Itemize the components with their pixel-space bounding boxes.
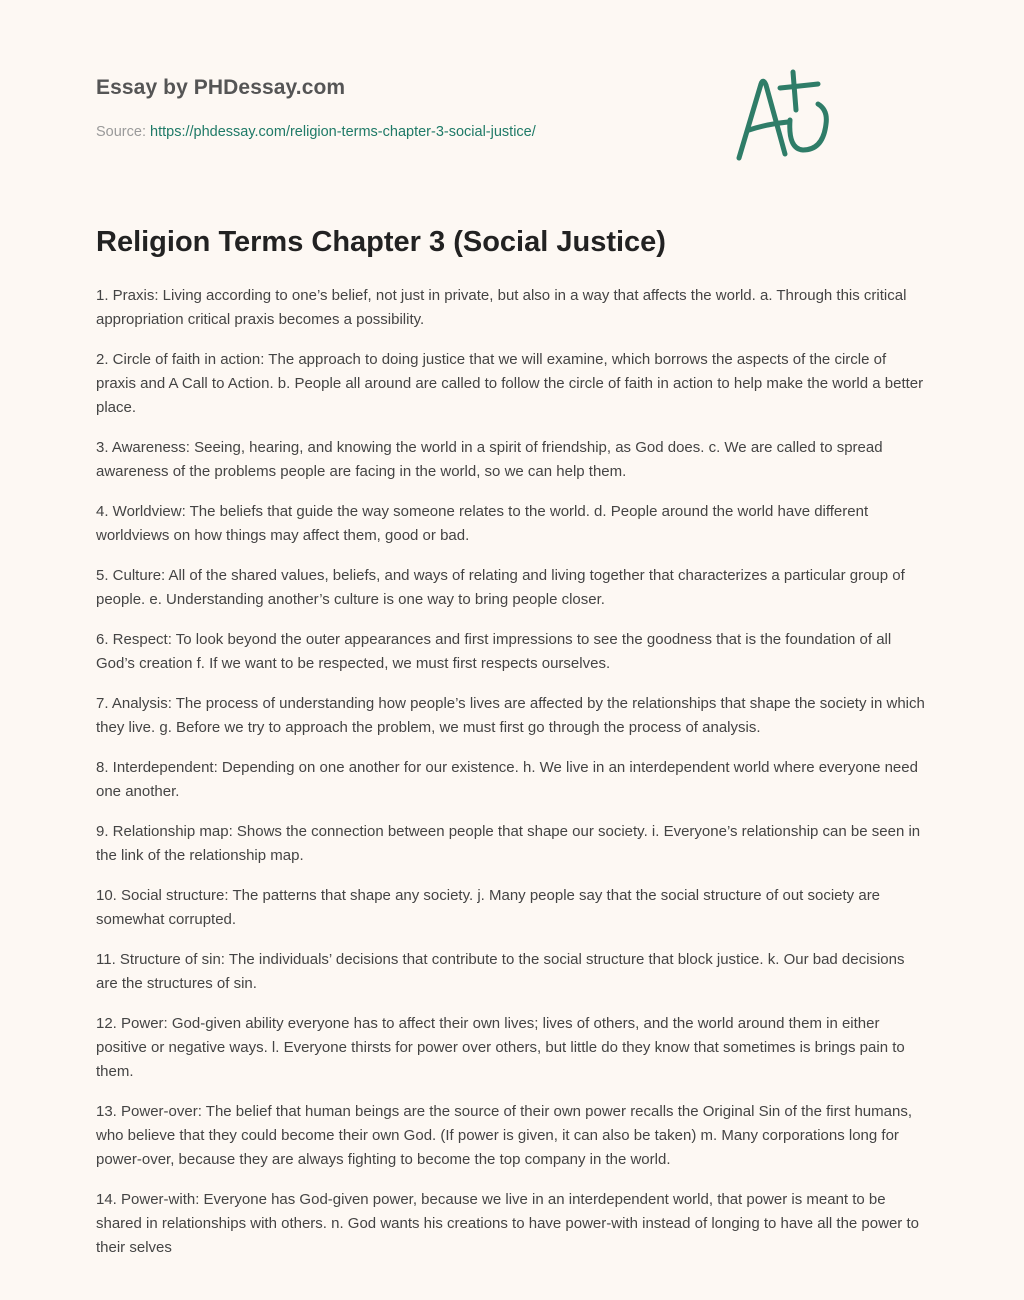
essay-paragraph: 11. Structure of sin: The individuals’ decisions that contribute to the social structure that block justice. k. Our bad decisions are the structures of sin. — [96, 951, 905, 992]
essay-paragraph: 2. Circle of faith in action: The approach to doing justice that we will examine, which borrows the aspects of the circle of praxis and A Call to Action. b. People all around are called to follow the circle of faith in action to help make the world a better place. — [96, 351, 924, 416]
essay-paragraph: 14. Power-with: Everyone has God-given power, because we live in an interdependent world, that power is meant to be shared in relationships with others. n. God wants his creations to have power-with instead of longing to have all the power to their selves — [96, 1191, 919, 1256]
essay-paragraph: 6. Respect: To look beyond the outer appearances and first impressions to see the goodness that is the foundation of all God’s creation f. If we want to be respected, we must first respects ourselves. — [96, 631, 892, 672]
source-line — [96, 124, 536, 140]
essay-paragraph: 10. Social structure: The patterns that shape any society. j. Many people say that the social structure of out society are somewhat corrupted. — [96, 887, 881, 928]
essay-paragraph: 3. Awareness: Seeing, hearing, and knowing the world in a spirit of friendship, as God does. c. We are called to spread awareness of the problems people are facing in the world, so we can help them. — [96, 439, 883, 480]
site-title: Essay by PHDessay.com — [96, 76, 346, 99]
essay-paragraph: 13. Power-over: The belief that human beings are the source of their own power recalls the Original Sin of the first humans, who believe that they could become their own God. (If power is given, it can also be taken) m. Many corporations long for power-over, because they are always fighting to become the top company in the world. — [96, 1103, 912, 1168]
essay-paragraph: 7. Analysis: The process of understanding how people’s lives are affected by the relationships that shape the society in which they live. g. Before we try to approach the problem, we must first go through the process of analysis. — [96, 695, 925, 736]
a-plus-logo-icon — [732, 66, 832, 166]
essay-paragraph: 12. Power: God-given ability everyone has to affect their own lives; lives of others, and the world around them in either positive or negative ways. l. Everyone thirsts for power over others, but little do they know that sometimes is brings pain to them. — [96, 1015, 905, 1080]
source-label: Source: — [96, 124, 146, 140]
essay-content — [96, 284, 928, 1276]
page-header — [96, 0, 928, 200]
essay-title: Religion Terms Chapter 3 (Social Justice) — [96, 226, 666, 258]
essay-paragraph: 5. Culture: All of the shared values, beliefs, and ways of relating and living together that characterizes a particular group of people. e. Understanding another’s culture is one way to bring people closer. — [96, 567, 905, 608]
essay-paragraph: 1. Praxis: Living according to one’s belief, not just in private, but also in a way that affects the world. a. Through this critical appropriation critical praxis becomes a possibility. — [96, 287, 907, 328]
essay-paragraph: 9. Relationship map: Shows the connection between people that shape our society. i. Everyone’s relationship can be seen in the link of the relationship map. — [96, 823, 921, 864]
source-link[interactable]: https://phdessay.com/religion-terms-chapter-3-social-justice/ — [150, 124, 536, 140]
essay-paragraph: 8. Interdependent: Depending on one another for our existence. h. We live in an interdependent world where everyone need one another. — [96, 759, 918, 800]
essay-paragraph: 4. Worldview: The beliefs that guide the way someone relates to the world. d. People around the world have different worldviews on how things may affect them, good or bad. — [96, 503, 869, 544]
